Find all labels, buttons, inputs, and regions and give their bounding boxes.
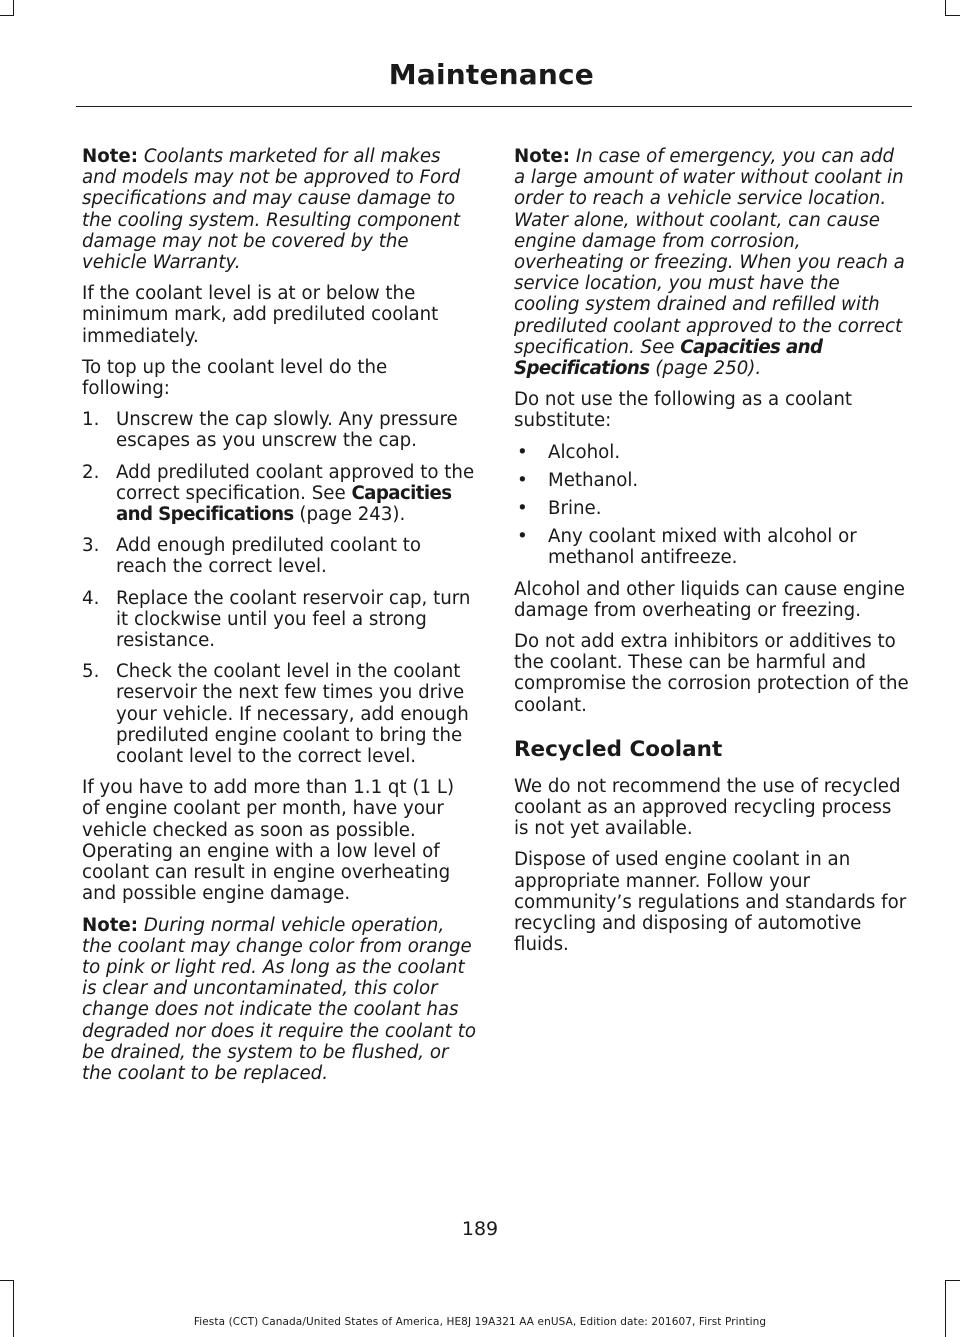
list-item (514, 498, 910, 519)
list-item (514, 442, 910, 463)
crop-mark (945, 1280, 946, 1337)
list-item (82, 535, 476, 577)
bullet-text: Methanol. (548, 469, 639, 491)
crop-mark (945, 1280, 960, 1281)
crop-mark (0, 1280, 14, 1281)
step-text: Replace the coolant reservoir cap, turn it clockwise until you feel a strong resistance. (116, 587, 471, 652)
note-text: In case of emergency, you can add a large amount of water without coolant in order to reach a vehicle service location. Water alone, without coolant, can cause engine damage from corrosion, overheating or freezing. When you reach a service location, you must have the cooling system drained and refilled with prediluted coolant approved to the correct specification. See (514, 146, 905, 358)
step-number: 3. (82, 535, 100, 557)
step-text: Add prediluted coolant approved to the correct specification. See (116, 461, 475, 504)
bullet-icon: • (517, 441, 528, 463)
header-divider (76, 106, 912, 107)
bullet-icon: • (517, 498, 528, 520)
step-number: 4. (82, 587, 100, 609)
bullet-icon: • (517, 526, 528, 548)
page-number: 189 (461, 1218, 499, 1240)
note-paragraph (82, 146, 476, 273)
note-label: Note: (82, 146, 139, 167)
note-paragraph (514, 146, 910, 379)
crop-mark (13, 0, 14, 16)
section-heading: Recycled Coolant (514, 736, 723, 762)
crop-mark (945, 0, 946, 16)
bullet-text: Any coolant mixed with alcohol or methanol antifreeze. (548, 526, 857, 569)
bullet-text: Alcohol. (548, 441, 621, 463)
step-number: 5. (82, 661, 100, 683)
body-paragraph: If you have to add more than 1.1 qt (1 L) of engine coolant per month, have your vehicle checked as soon as possible. Operating an engine with a low level of coolant can result in engine overheating and possible engine damage. (82, 777, 455, 905)
page-reference: (page 243). (293, 504, 406, 526)
bullet-text: Brine. (548, 498, 602, 520)
body-paragraph: To top up the coolant level do the following: (82, 356, 388, 400)
right-column (514, 146, 910, 966)
step-text: Add enough prediluted coolant to reach the correct level. (116, 535, 422, 578)
cross-reference-link[interactable]: Capacities and Specifications (514, 336, 823, 380)
crop-mark (945, 15, 960, 16)
note-text: During normal vehicle operation, the coolant may change color from orange to pink or light red. As long as the coolant is clear and uncontaminated, this color change does not indicate the coolant has degraded nor does it require the coolant to be drained, the system to be flushed, or the coolant to be replaced. (82, 914, 476, 1084)
list-item (82, 661, 476, 767)
body-paragraph: Dispose of used engine coolant in an appropriate manner. Follow your community’s regulations and standards for recycling and disposing of automotive fluids. (514, 849, 907, 956)
substitute-list (514, 442, 910, 569)
body-paragraph: Alcohol and other liquids can cause engine damage from overheating or freezing. (514, 578, 905, 621)
crop-mark (13, 1280, 14, 1337)
note-label: Note: (514, 146, 571, 167)
steps-list (82, 409, 476, 767)
list-item (82, 409, 476, 451)
body-paragraph: We do not recommend the use of recycled coolant as an approved recycling process is not yet available. (514, 775, 901, 840)
note-paragraph (82, 915, 476, 1085)
list-item (514, 526, 910, 568)
body-paragraph: Do not add extra inhibitors or additives to the coolant. These can be harmful and compromise the corrosion protection of the coolant. (514, 631, 909, 716)
step-text: Check the coolant level in the coolant reservoir the next few times you drive your vehicle. If necessary, add enough prediluted engine coolant to bring the coolant level to the correct level. (116, 661, 469, 768)
cross-reference-link[interactable]: Capacities and Specifications (116, 482, 452, 526)
step-text: Unscrew the cap slowly. Any pressure escapes as you unscrew the cap. (116, 409, 458, 452)
step-number: 2. (82, 461, 100, 483)
list-item (82, 588, 476, 652)
list-item (514, 470, 910, 491)
left-column (82, 146, 476, 1094)
crop-mark (0, 15, 14, 16)
note-label: Note: (82, 914, 139, 936)
body-paragraph: Do not use the following as a coolant substitute: (514, 389, 853, 432)
step-number: 1. (82, 409, 100, 431)
page-title: Maintenance (388, 58, 594, 91)
page-reference: (page 250). (649, 358, 762, 380)
list-item (82, 462, 476, 526)
note-text: Coolants marketed for all makes and models may not be approved to Ford specifications and may cause damage to the cooling system. Resulting component damage may not be covered by the vehicle Warranty. (82, 146, 461, 274)
footer-edition-info: Fiesta (CCT) Canada/United States of America, HE8J 19A321 AA enUSA, Edition date: 201607, First Printing (193, 1316, 767, 1328)
bullet-icon: • (517, 469, 528, 491)
body-paragraph: If the coolant level is at or below the minimum mark, add prediluted coolant immediately. (82, 283, 439, 347)
